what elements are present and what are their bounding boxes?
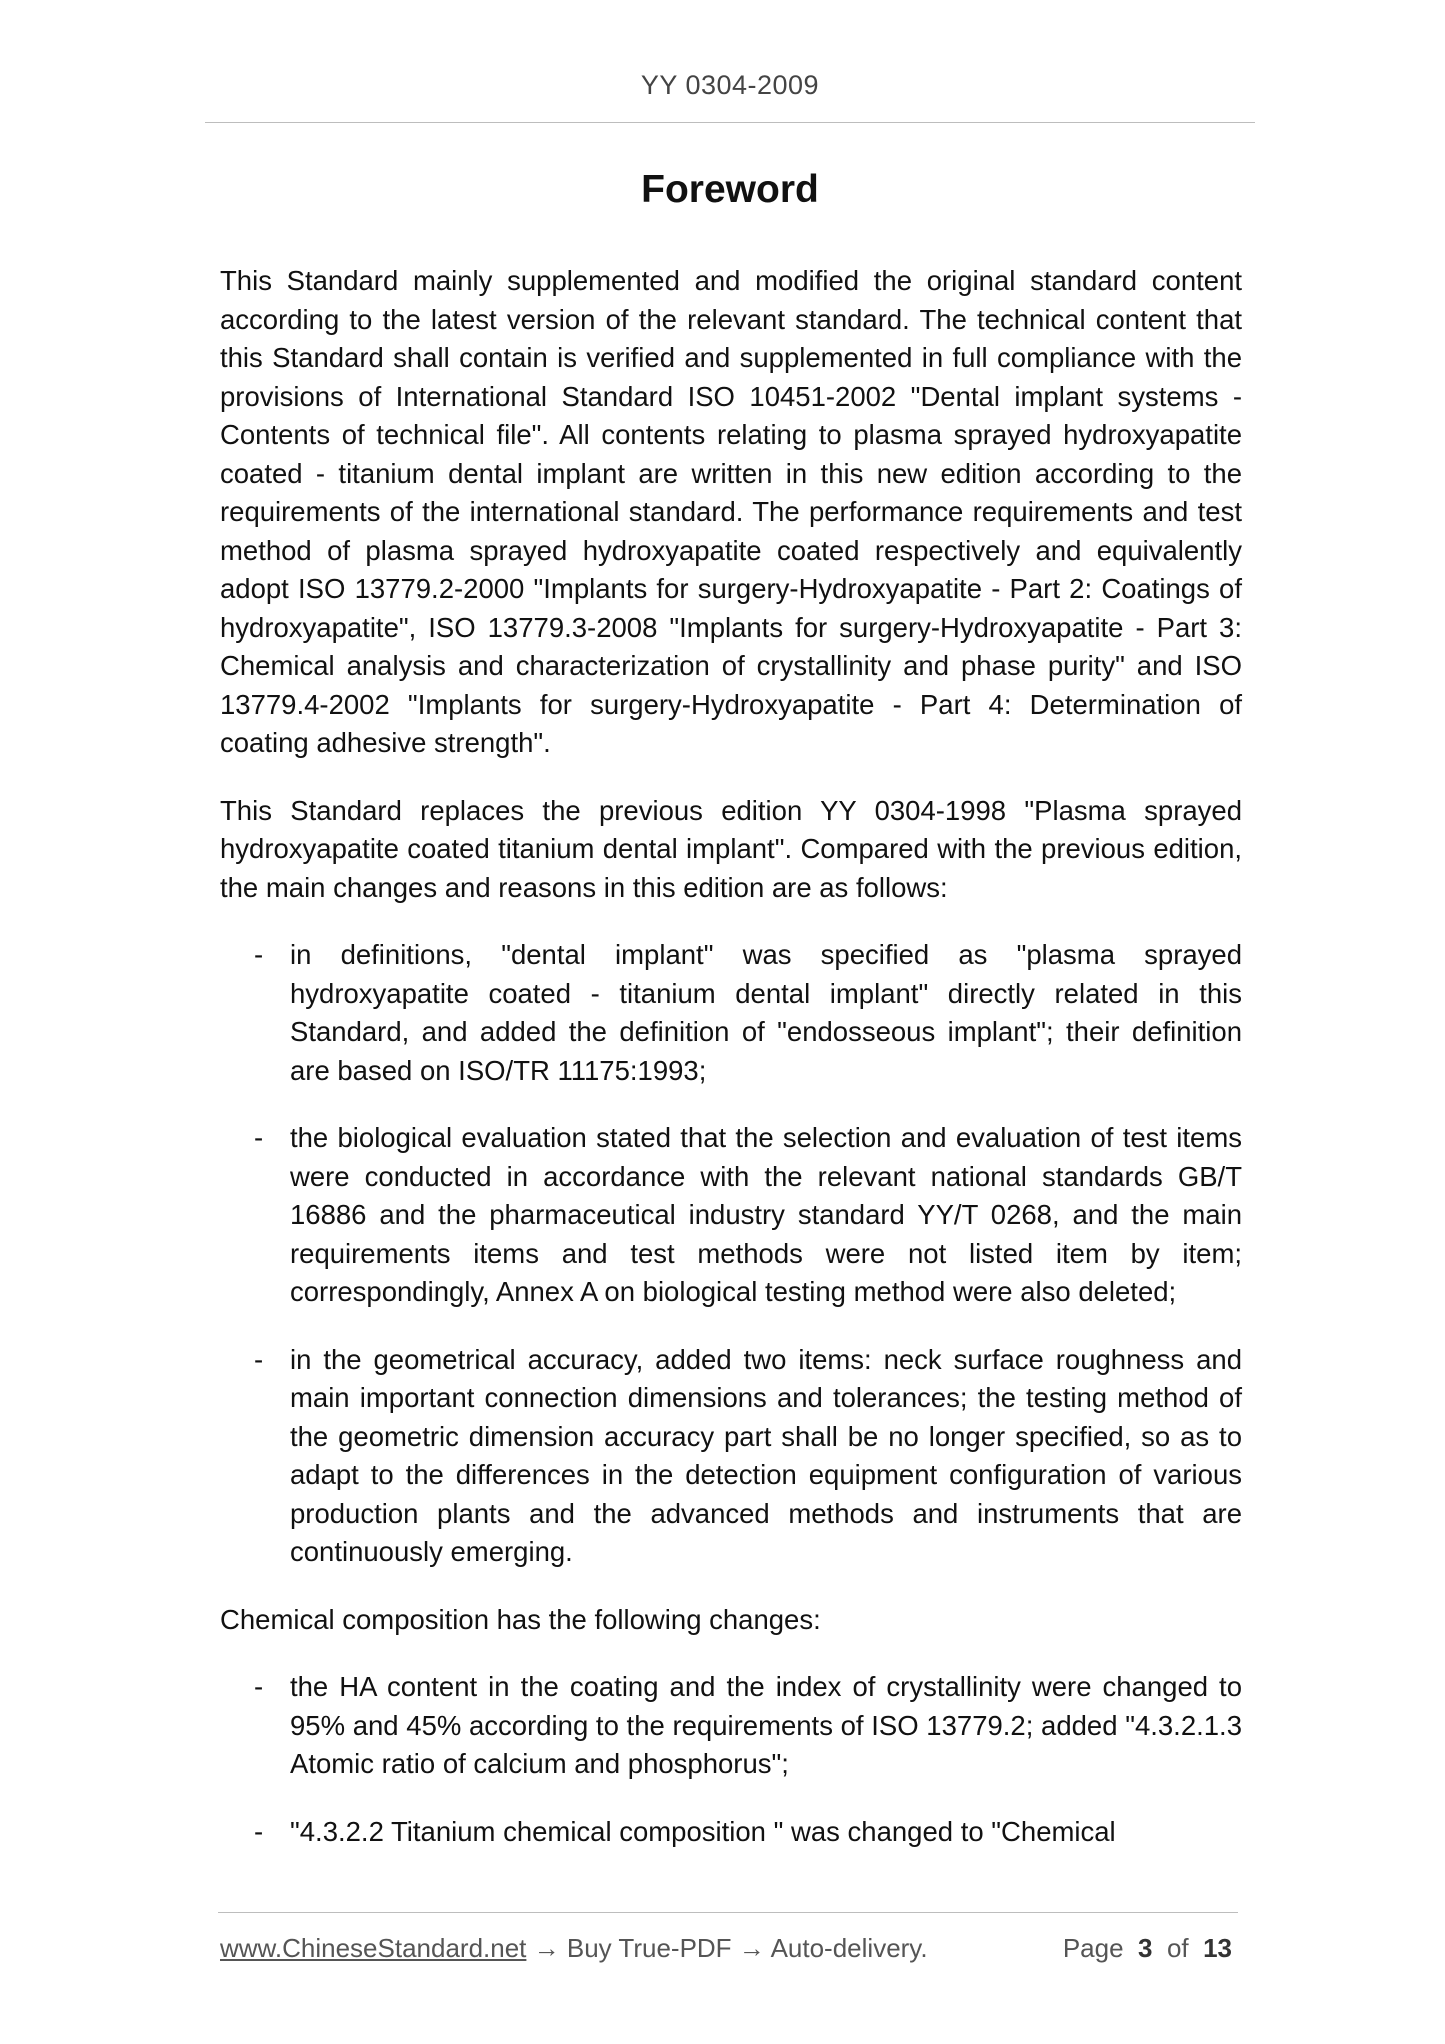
list-item-text: in definitions, "dental implant" was specified as "plasma sprayed hydroxyapatite coated - titanium dental implant" directly related in this Standard, and added the definition of "endosseous implant"; their definition are based on ISO/TR 11175:1993; <box>290 939 1242 1086</box>
website-link[interactable]: www.ChineseStandard.net <box>220 1933 527 1963</box>
list-item-text: "4.3.2.2 Titanium chemical composition " was changed to "Chemical <box>290 1815 1116 1847</box>
changes-list <box>220 936 1242 1572</box>
list-item-text: the HA content in the coating and the index of crystallinity were changed to 95% and 45% according to the requirements of ISO 13779.2; added "4.3.2.1.3 Atomic ratio of calcium and phosphorus"; <box>290 1671 1242 1779</box>
document-header: YY 0304-2009 <box>640 70 820 100</box>
page-title: Foreword <box>641 168 819 211</box>
page-word: Page <box>1062 1933 1124 1963</box>
list-item-text: the biological evaluation stated that the selection and evaluation of test items were conducted in accordance with the relevant national standards GB/T 16886 and the pharmaceutical industry standard YY/T 0268, and the main requirements items and test methods were not listed item by item; correspondingly, Annex A on biological testing method were also deleted; <box>290 1122 1242 1307</box>
list-item <box>220 936 1242 1090</box>
list-dash: - <box>254 939 264 970</box>
page-footer <box>220 1933 1240 1964</box>
list-item <box>220 1341 1242 1572</box>
page-current: 3 <box>1138 1933 1153 1963</box>
header-divider <box>205 122 1255 123</box>
chemical-changes-list <box>220 1668 1242 1851</box>
footer-divider <box>218 1912 1238 1913</box>
paragraph-intro: This Standard mainly supplemented and modified the original standard content according to the latest version of the relevant standard. The technical content that this Standard shall contain is verified and supplemented in full compliance with the provisions of International Standard ISO 10451-2002 "Dental implant systems - Contents of technical file". All contents relating to plasma sprayed hydroxyapatite coated - titanium dental implant are written in this new edition according to the requirements of the international standard. The performance requirements and test method of plasma sprayed hydroxyapatite coated respectively and equivalently adopt ISO 13779.2-2000 "Implants for surgery-Hydroxyapatite - Part 2: Coatings of hydroxyapatite", ISO 13779.3-2008 "Implants for surgery-Hydroxyapatite - Part 3: Chemical analysis and characterization of crystallinity and phase purity" and ISO 13779.4-2002 "Implants for surgery-Hydroxyapatite - Part 4: Determination of coating adhesive strength". <box>220 265 1242 758</box>
list-dash: - <box>254 1815 264 1847</box>
list-item <box>220 1813 1242 1852</box>
list-dash: - <box>254 1122 264 1153</box>
paragraph-chemical-intro: Chemical composition has the following changes: <box>220 1603 821 1635</box>
list-item <box>220 1668 1242 1784</box>
footer-tagline: → Buy True-PDF → Auto-delivery. <box>526 1933 928 1963</box>
page-total: 13 <box>1203 1933 1232 1963</box>
list-dash: - <box>254 1671 264 1702</box>
list-dash: - <box>254 1343 264 1375</box>
document-body <box>220 262 1242 1880</box>
page-of: of <box>1166 1933 1189 1963</box>
paragraph-replaces: This Standard replaces the previous edition YY 0304-1998 "Plasma sprayed hydroxyapatite coated titanium dental implant". Compared with the previous edition, the main changes and reasons in this edition are as follows: <box>220 794 1242 903</box>
list-item-text: in the geometrical accuracy, added two items: neck surface roughness and main important connection dimensions and tolerances; the testing method of the geometric dimension accuracy part shall be no longer specified, so as to adapt to the differences in the detection equipment configuration of various production plants and the advanced methods and instruments that are continuously emerging. <box>290 1343 1242 1567</box>
page-indicator <box>1063 1933 1232 1964</box>
list-item <box>220 1119 1242 1312</box>
